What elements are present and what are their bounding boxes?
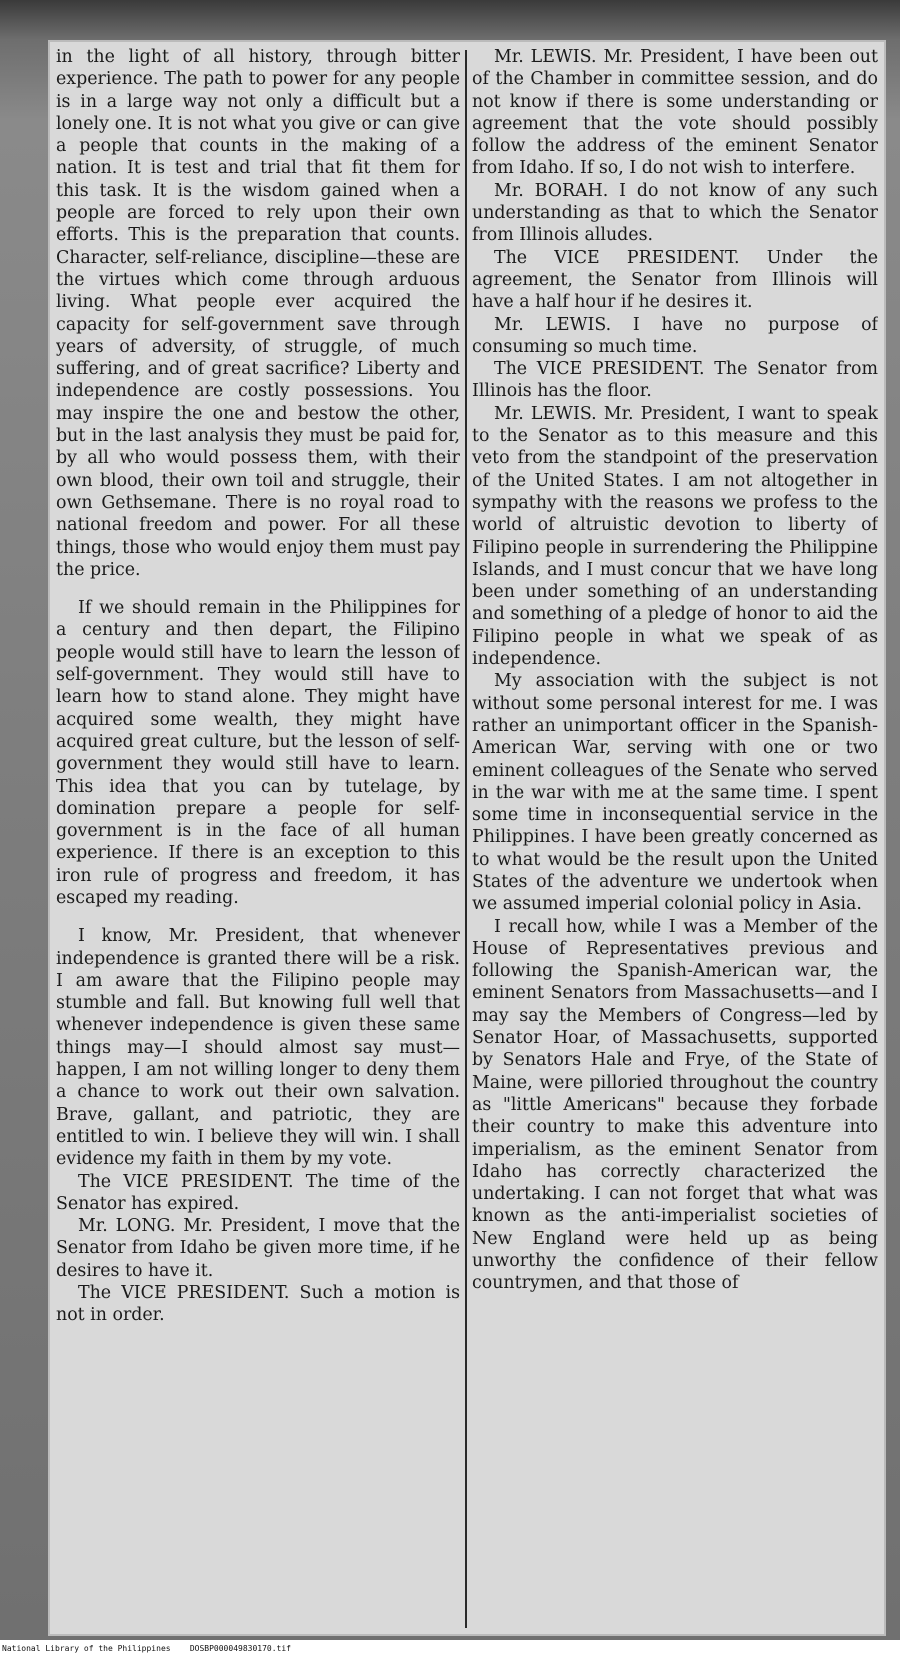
left-paragraph-2: If we should remain in the Philippines for a century and then depart, the Filipino people would still have to learn the lesson of self-government. They would still have to learn how to stand alone. They might have acquired some wealth, they might have acquired great culture, but the lesson of self-government they would still have to learn. This idea that you can by tutelage, by domination prepare a people for self-government is in the face of all human experience. If there is an exception to this iron rule of progress and freedom, it has escaped my reading. [56,598,460,908]
left-paragraph-1: in the light of all history, through bitter experience. The path to power for any people is in a large way not only a difficult but a lonely one. It is not what you give or can give a people that counts in the making of a nation. It is test and trial that fit them for this task. It is the wisdom gained when a people are forced to rely upon their own efforts. This is the preparation that counts. Character, self-reliance, discipline—these are the virtues which come through arduous living. What people ever acquired the capacity for self-government save through years of adversity, of struggle, of much suffering, and of great sacrifice? Liberty and independence are costly possessions. You may inspire the one and bestow the other, but in the last analysis they must be paid for, by all who would possess them, with their own blood, their own toil and struggle, their own Gethsemane. There is no royal road to national freedom and power. For all these things, those who would enjoy them must pay the price. [56,47,460,580]
left-column [56,46,460,1626]
right-paragraph-1: Mr. LEWIS. Mr. President, I have been out of the Chamber in committee session, and do not know if there is some understanding or agreement that the vote should possibly follow the address of the eminent Senator from Idaho. If so, I do not wish to interfere. [472,47,878,179]
right-paragraph-7: My association with the subject is not without some personal interest for me. I was rather an unimportant officer in the Spanish-American War, serving with one or two eminent colleagues of the Senate who served in the war with me at the same time. I spent some time in inconsequential service in the Philippines. I have been greatly concerned as to what would be the result upon the United States of the adventure we undertook when we assumed imperial colonial policy in Asia. [472,671,878,915]
right-paragraph-6: Mr. LEWIS. Mr. President, I want to speak to the Senator as to this measure and this veto from the standpoint of the preservation of the United States. I am not altogether in sympathy with the reasons we profess to the world of altruistic devotion to liberty of Filipino people in surrendering the Philippine Islands, and I must concur that we have long been under something of an understanding and something of a pledge of honor to aid the Filipino people in what we speak of as independence. [472,403,878,670]
right-column [472,46,878,1626]
right-paragraph-4: Mr. LEWIS. I have no purpose of consuming so much time. [472,314,878,357]
left-paragraph-5: Mr. LONG. Mr. President, I move that the Senator from Idaho be given more time, if he desires to have it. [56,1216,460,1281]
column-divider [465,50,467,1628]
right-paragraph-3: The VICE PRESIDENT. Under the agreement, the Senator from Illinois will have a half hour if he desires it. [472,247,878,313]
archive-caption: National Library of the Philippines DOSBP000049830170.tif [0,1640,900,1658]
left-paragraph-4: The VICE PRESIDENT. The time of the Senator has expired. [56,1171,460,1214]
right-paragraph-2: Mr. BORAH. I do not know of any such understanding as that to which the Senator from Illinois alludes. [472,180,878,246]
left-paragraph-3: I know, Mr. President, that whenever independence is granted there will be a risk. I am aware that the Filipino people may stumble and fall. But knowing full well that whenever independence is given these same things may—I should almost say must—happen, I am not willing longer to deny them a chance to work out their own salvation. Brave, gallant, and patriotic, they are entitled to win. I believe they will win. I shall evidence my faith in them by my vote. [56,926,460,1170]
left-paragraph-6: The VICE PRESIDENT. Such a motion is not in order. [56,1283,460,1326]
right-paragraph-8: I recall how, while I was a Member of the House of Representatives previous and following the Spanish-American war, the eminent Senators from Massachusetts—and I may say the Members of Congress—led by Senator Hoar, of Massachusetts, supported by Senators Hale and Frye, of the State of Maine, were pilloried throughout the country as "little Americans" because they forbade their country to make this adventure into imperialism, as the eminent Senator from Idaho has correctly characterized the undertaking. I can not forget that what was known as the anti-imperialist societies of New England were held up as being unworthy the confidence of their fellow countrymen, and that those of [472,916,878,1294]
right-paragraph-5: The VICE PRESIDENT. The Senator from Illinois has the floor. [472,359,878,402]
